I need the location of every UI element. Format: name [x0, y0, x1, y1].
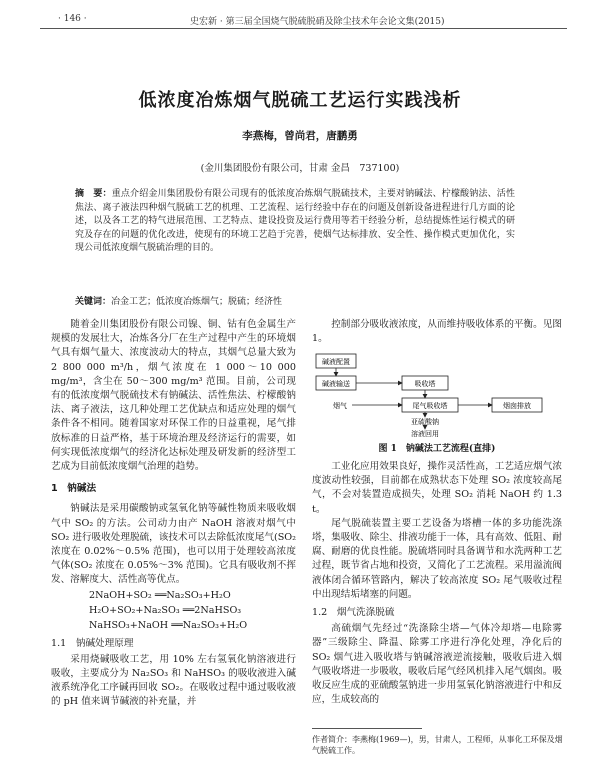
paper-title: 低浓度冶炼烟气脱硫工艺运行实践浅析 — [138, 90, 462, 111]
authors: 李燕梅，曾尚君，唐鹏勇 — [242, 130, 358, 142]
label-alkali-tank: 碱液配置 — [322, 358, 350, 366]
header-rule — [40, 28, 567, 29]
subsection-1-1-paragraph: 采用烧碱吸收工艺，用 10% 左右氢氧化钠溶液进行吸收，主要成分为 Na₂SO₃ 和 NaHSO₃ 的吸收液进入碱液系统净化工序碱再回收 SO₂。在吸收过程中通过吸收液的 pH 值来调节碱液的补充量，并 — [51, 653, 296, 708]
left-column — [51, 318, 296, 710]
section-1-paragraph: 钠碱法是采用碳酸钠或氢氧化钠等碱性物质来吸收烟气中 SO₂ 的方法。公司动力由产 NaOH 溶液对烟气中 SO₂ 进行吸收处理脱硫，该技术可以去除低浓度尾气(SO₂ 浓度在 0.02%～0.5% 范围)，也可以用于处理较高浓度气体(SO₂ 浓度在 0.05%～3% 范围)。它具有吸收剂不挥发、溶解度大、活性高等优点。 — [51, 503, 296, 586]
right-paragraph-1: 工业化应用效果良好，操作灵活性高，工艺适应烟气浓度波动性较强，目前都在成熟状态下处理 SO₂ 浓度较高尾气，不会对装置造成损失，处理 SO₂ 消耗 NaOH 约 1.3 t。 — [312, 461, 562, 515]
label-stack: 烟囱排放 — [503, 402, 531, 410]
box-absorber — [402, 376, 448, 390]
right-intro-text: 控制部分吸收液浓度，从而维持吸收体系的平衡。见图 1。 — [312, 319, 562, 345]
subsection-1-2-heading: 1.2 烟气洗涤脱硫 — [312, 607, 395, 619]
right-column-body — [312, 460, 562, 707]
keywords — [75, 296, 515, 309]
right-intro — [312, 318, 562, 346]
page-number: · 146 · — [58, 14, 87, 24]
running-title: 史宏新 · 第三届全国烧气脱硫脱硝及除尘技术年会论文集(2015) — [190, 17, 445, 27]
label-absorber: 吸收塔 — [414, 380, 436, 388]
box-scrubber — [402, 398, 458, 412]
label-sulfur-group — [411, 417, 439, 426]
equation-2: H₂O+SO₂+Na₂SO₃ ══2NaHSO₃ — [89, 604, 242, 616]
abstract — [75, 188, 515, 256]
figure-caption: 图 1 钠碱法工艺流程(直排) — [378, 444, 496, 454]
box-stack — [492, 398, 542, 412]
subsection-1-2-paragraph: 高硫烟气先经过“洗涤除尘塔—气体冷却塔—电除雾器”三级除尘、降温、除雾工序进行净化处理，净化后的 SO₂ 烟气进入吸收塔与钠碱溶液逆流接触，吸收后进入烟气吸收塔进一步吸收，吸收后尾气经风机排入尾气烟囱。吸收反应生成的亚硫酸氢钠进一步用氢氧化钠溶液进行中和反应，生成较高的 — [312, 623, 562, 706]
equation-1: 2NaOH+SO₂ ══Na₂SO₃+H₂O — [89, 589, 231, 601]
equation-3: NaHSO₃+NaOH ══Na₂SO₃+H₂O — [89, 619, 248, 631]
keywords-label: 关键词： — [75, 297, 112, 307]
keywords-text: 冶金工艺；低浓度冶炼烟气；脱硫；经济性 — [111, 297, 283, 307]
intro-paragraph: 随着金川集团股份有限公司镍、铜、钴有色金属生产规模的发展壮大，冶炼各分厂在生产过程中产生的环境烟气具有烟气量大、浓度波动大的特点，其烟气总量大致为 2 800 000 m³/h，烟气浓度在 1 000～10 000 mg/m³，含尘在 50～300 mg/m³ 范围。目前，公司现有的低浓度烟气脱硫技术有钠碱法、活性焦法、柠檬酸钠法、离子液法，这几种处理工艺优缺点和适应处理的烟气条件各不相同。随着国家对环保工作的日益重视，尾气排放标准的日益严格，基于环境治理及经济运行的需要，如何实现低浓度烟气的经济化达标处理及研发新的经济型工艺成为目前低浓度烟气治理的趋势。 — [51, 319, 296, 473]
footnote-rule — [312, 728, 422, 729]
label-flue-gas-group — [333, 401, 347, 410]
label-solution: 溶液回用 — [411, 430, 439, 438]
box-transfer — [316, 376, 356, 390]
abstract-label: 摘 要： — [75, 189, 112, 199]
label-scrubber: 尾气吸收塔 — [412, 402, 448, 410]
footnote: 作者简介：李燕梅(1969—)，男，甘肃人，工程师，从事化工环保及烟气脱硫工作。 — [312, 735, 563, 755]
process-flow-diagram — [312, 350, 562, 440]
label-solution-group — [411, 429, 439, 438]
label-sulfur: 亚硫酸钠 — [411, 418, 439, 426]
box-alkali-tank — [316, 354, 356, 368]
abstract-text: 重点介绍金川集团股份有限公司现有的低浓度冶炼烟气脱硫技术，主要对钠碱法、柠檬酸钠法、活性焦法、离子液法四种烟气脱硫工艺的机理、工艺流程、运行经验中存在的问题及创新设备进程进行几方面的论述，以及各工艺的特气进展范围、工艺特点、建设投资及运行费用等若干经验分析，总结提炼性运行模式的研究及存在的问题的优化改进，使现有的环境工艺趋于完善，使烟气达标排放、安全性、操作模式更加优化，实现公司低浓度烟气脱硫治理的目的。 — [75, 189, 515, 253]
label-transfer: 碱液输送 — [322, 380, 350, 388]
subsection-1-1-heading: 1.1 钠碱处理原理 — [51, 637, 134, 649]
right-paragraph-2: 尾气脱硫装置主要工艺设备为塔槽一体的多功能洗涤塔，集吸收、除尘、排液功能于一体，具有高效、低阻、耐腐、耐磨的优良性能。脱硫塔同时具备调节和水洗两种工艺过程，既节省占地和投资，又简化了工艺流程。采用溢流阀液体闭合循环管路内，解决了较高浓度 SO₂ 尾气吸收过程中出现结垢堵塞的问题。 — [312, 517, 562, 600]
affiliation: (金川集团股份有限公司，甘肃 金昌 737100) — [200, 163, 400, 174]
section-1-heading: 1 钠碱法 — [51, 483, 97, 495]
label-flue-gas: 烟气 — [333, 402, 347, 410]
